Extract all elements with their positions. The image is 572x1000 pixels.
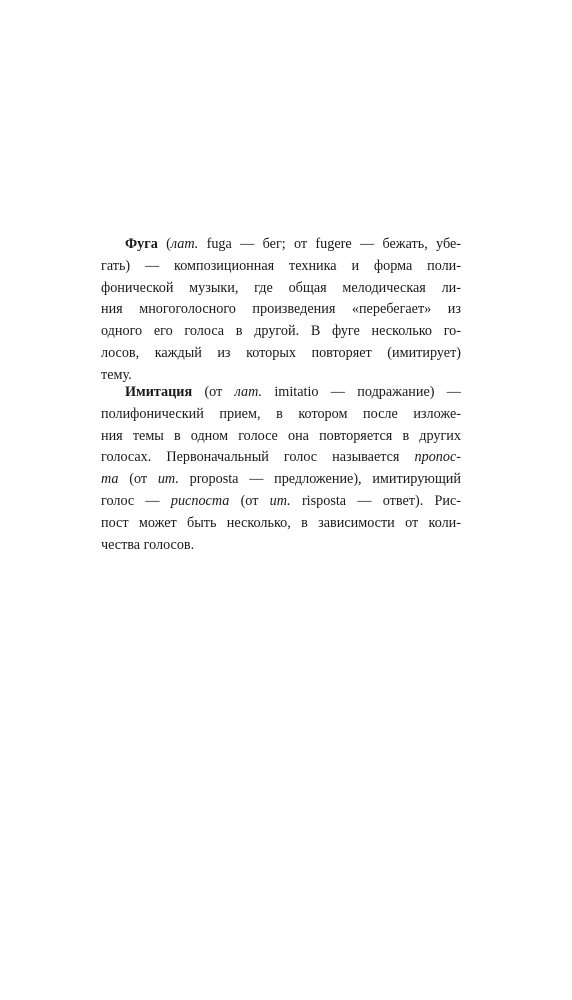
text-line: пост может быть несколько, в зависимости от коли- bbox=[101, 514, 461, 531]
glossary-entry-imitation bbox=[101, 382, 461, 556]
text-run: risposta — ответ). Рис- bbox=[290, 492, 461, 509]
text-run: (от bbox=[118, 471, 158, 488]
text-line: фонической музыки, где общая мелодическая ли- bbox=[101, 279, 461, 296]
glossary-entry-fuga bbox=[101, 234, 461, 387]
text-run: ( bbox=[157, 236, 171, 252]
language-abbreviation: ит. bbox=[269, 492, 291, 509]
language-abbreviation: лат. bbox=[234, 384, 263, 400]
text-line bbox=[101, 491, 461, 513]
text-run: fuga — бег; от fugere — бежать, убе- bbox=[198, 236, 462, 252]
text-run: (от bbox=[229, 492, 270, 509]
text-line bbox=[101, 382, 461, 404]
text-line: лосов, каждый из которых повторяет (имитирует) bbox=[101, 344, 461, 361]
entry-term: Имитация bbox=[125, 384, 193, 400]
term-proposta: та bbox=[101, 471, 119, 488]
language-abbreviation: ит. bbox=[157, 471, 179, 488]
text-run: imitatio — подражание) — bbox=[262, 384, 461, 400]
text-line: чества голосов. bbox=[101, 536, 195, 553]
language-abbreviation: лат. bbox=[170, 236, 199, 252]
text-line: гать) — композиционная техника и форма поли- bbox=[101, 257, 461, 274]
entry-term: Фуга bbox=[125, 236, 158, 252]
text-line bbox=[101, 447, 461, 469]
text-line: ния темы в одном голосе она повторяется в других bbox=[101, 427, 461, 444]
text-line: одного его голоса в другой. В фуге несколько го- bbox=[101, 323, 461, 340]
text-line: ния многоголосного произведения «перебегает» из bbox=[101, 301, 461, 318]
term-risposta: риспоста bbox=[170, 492, 230, 509]
term-proposta: пропос- bbox=[414, 449, 461, 466]
text-line: тему. bbox=[101, 366, 132, 383]
text-run: голосах. Первоначальный голос называется bbox=[101, 449, 415, 466]
text-run: голос — bbox=[101, 492, 171, 509]
text-run: (от bbox=[192, 384, 235, 400]
text-line: полифонический прием, в котором после изложе- bbox=[101, 405, 461, 422]
text-run: proposta — предложение), имитирующий bbox=[178, 471, 461, 488]
text-line bbox=[101, 469, 461, 491]
text-line bbox=[101, 234, 461, 256]
